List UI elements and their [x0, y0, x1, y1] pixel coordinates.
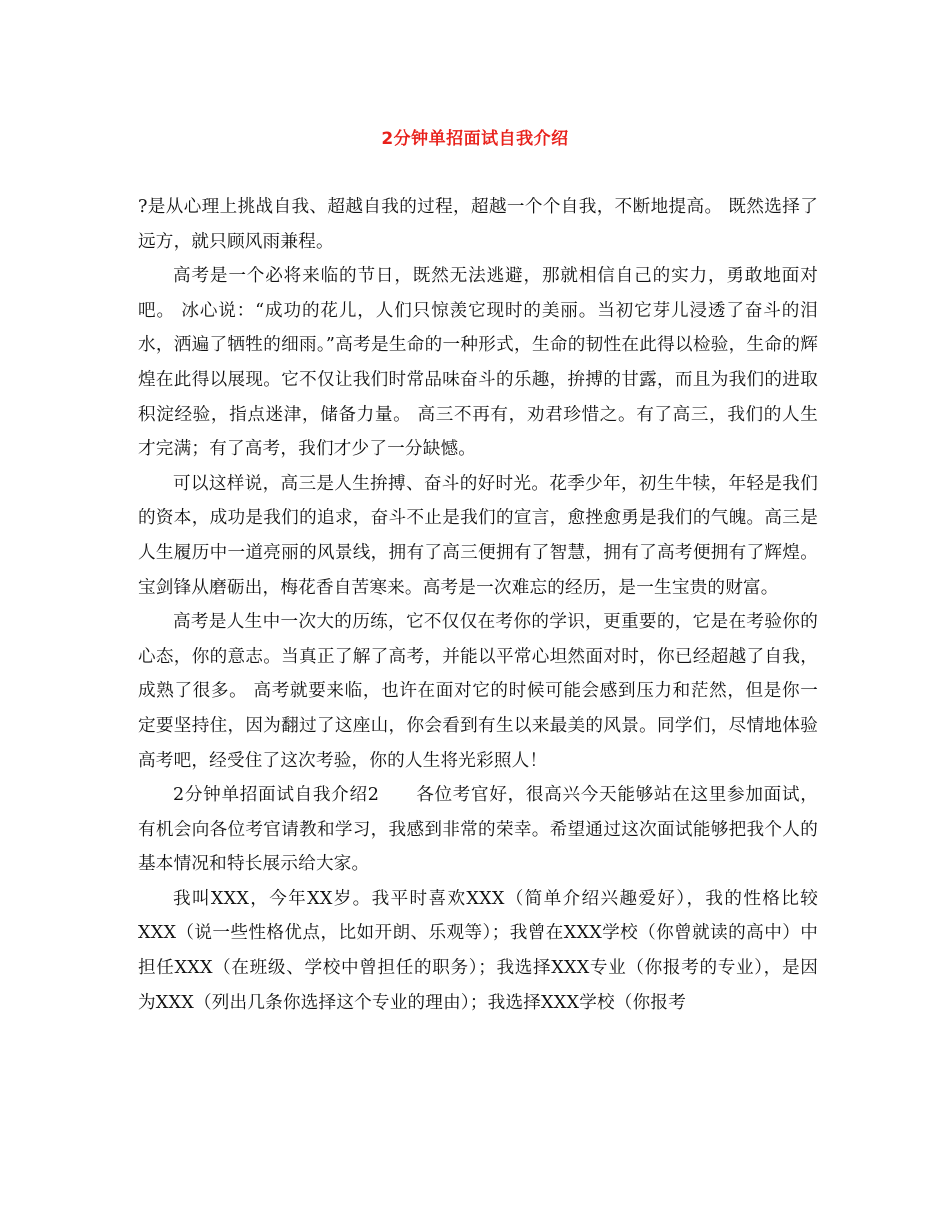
- document-body: [138, 190, 818, 1020]
- paragraph-6: 我叫XXX，今年XX岁。我平时喜欢XXX（简单介绍兴趣爱好），我的性格比较XXX（说一些性格优点，比如开朗、乐观等）；我曾在XXX学校（你曾就读的高中）中担任XXX（在班级、学校中曾担任的职务）；我选择XXX专业（你报考的专业），是因为XXX（列出几条你选择这个专业的理由）；我选择XXX学校（你报考: [138, 888, 818, 1013]
- paragraph-3: 可以这样说，高三是人生拚搏、奋斗的好时光。花季少年，初生牛犊，年轻是我们的资本，成功是我们的追求，奋斗不止是我们的宣言，愈挫愈勇是我们的气魄。高三是人生履历中一道亮丽的风景线，拥有了高三便拥有了智慧，拥有了高考便拥有了辉煌。 宝剑锋从磨砺出，梅花香自苦寒来。高考是一次难忘的经历，是一生宝贵的财富。: [138, 473, 818, 598]
- paragraph-4: 高考是人生中一次大的历练，它不仅仅在考你的学识，更重要的，它是在考验你的心态，你的意志。当真正了解了高考，并能以平常心坦然面对时，你已经超越了自我，成熟了很多。 高考就要来临，也许在面对它的时候可能会感到压力和茫然，但是你一定要坚持住，因为翻过了这座山，你会看到有生以来最美的风景。同学们，尽情地体验高考吧，经受住了这次考验，你的人生将光彩照人！: [138, 612, 818, 771]
- document-title: 2分钟单招面试自我介绍: [381, 129, 569, 149]
- paragraph-5: 2分钟单招面试自我介绍2 各位考官好，很高兴今天能够站在这里参加面试，有机会向各位考官请教和学习，我感到非常的荣幸。希望通过这次面试能够把我个人的基本情况和特长展示给大家。: [138, 785, 818, 875]
- paragraph-2: 高考是一个必将来临的节日，既然无法逃避，那就相信自己的实力，勇敢地面对吧。 冰心说：“成功的花儿，人们只惊羡它现时的美丽。当初它芽儿浸透了奋斗的泪水，洒遍了牺牲的细雨。”高考是生命的一种形式，生命的韧性在此得以检验，生命的辉煌在此得以展现。它不仅让我们时常品味奋斗的乐趣，拚搏的甘露，而且为我们的进取积淀经验，指点迷津，储备力量。 高三不再有，劝君珍惜之。有了高三，我们的人生才完满；有了高考，我们才少了一分缺憾。: [138, 266, 818, 460]
- paragraph-1: ?是从心理上挑战自我、超越自我的过程，超越一个个自我，不断地提高。 既然选择了远方，就只顾风雨兼程。: [138, 197, 818, 252]
